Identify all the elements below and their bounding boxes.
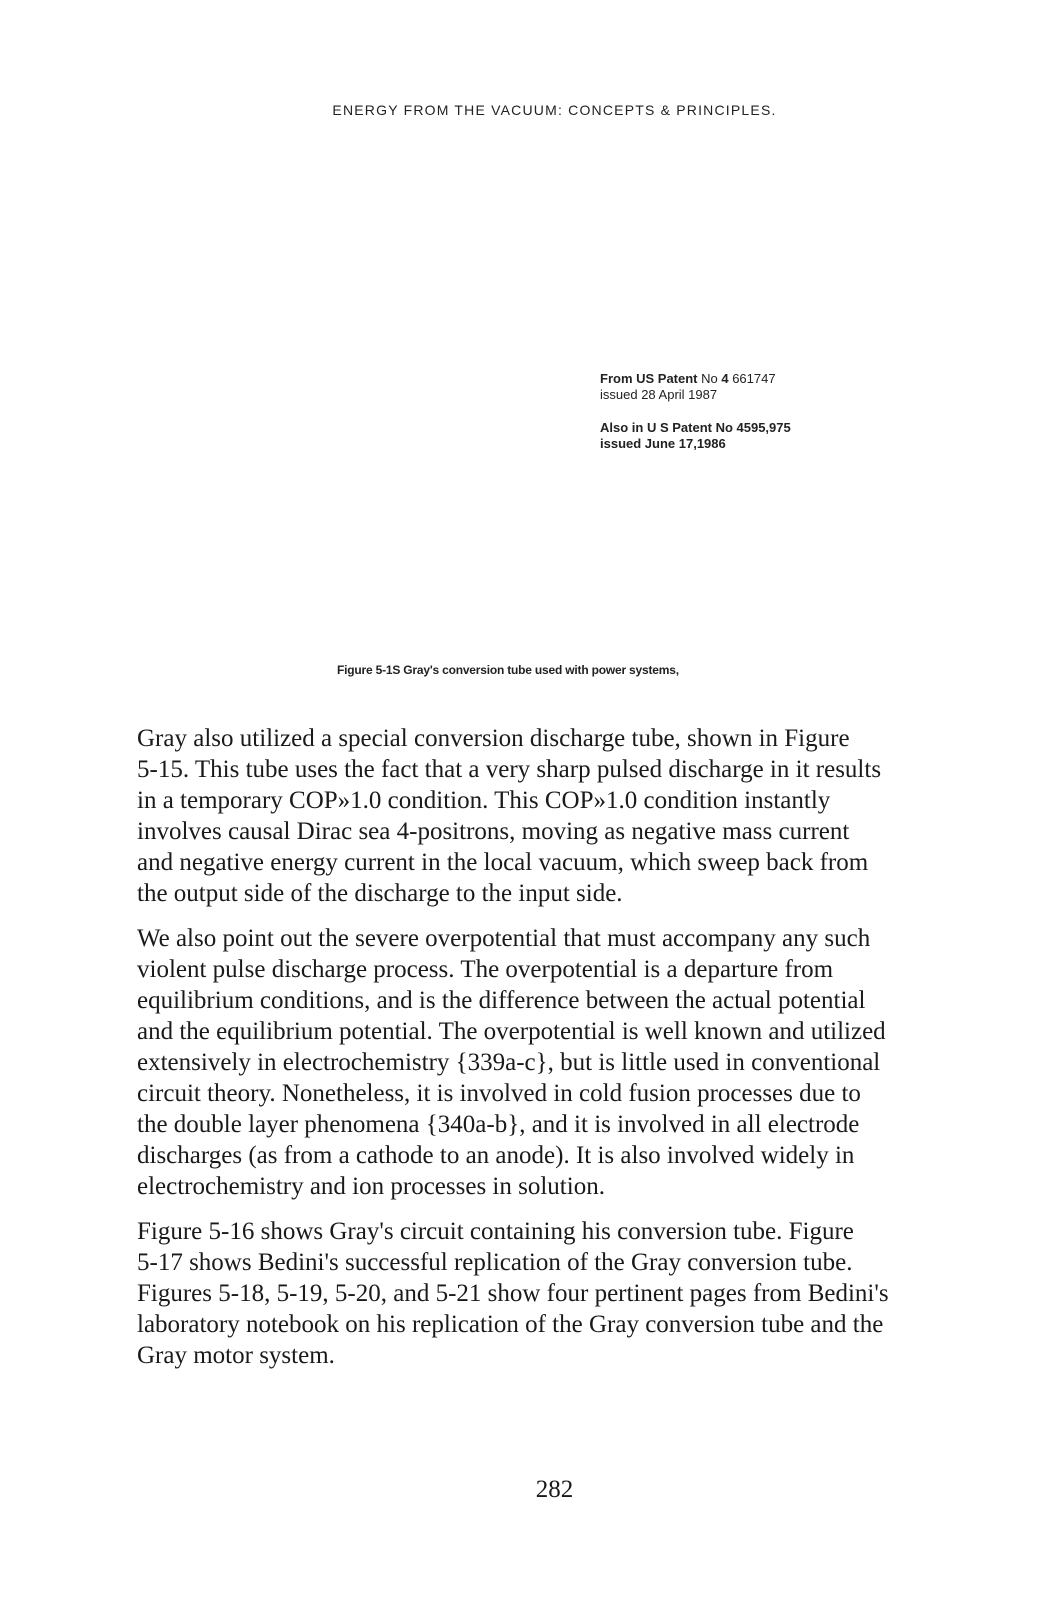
text-line: and negative energy current in the local vacuum, which sweep back from [137, 849, 869, 876]
text-line: 5-17 shows Bedini's successful replication of the Gray conversion tube. [137, 1249, 853, 1276]
text-line: We also point out the severe overpotential that must accompany any such [137, 925, 871, 952]
text-line: Figure 5-16 shows Gray's circuit containing his conversion tube. Figure [137, 1218, 854, 1245]
paragraph-2 [137, 923, 977, 1202]
patent-line-4-bold: issued June 17,1986 [600, 436, 726, 451]
text-line: extensively in electrochemistry {339a-c}, but is little used in conventional [137, 1049, 881, 1076]
patent-line-1-bold: From US Patent [600, 371, 698, 386]
patent-line-3-bold: Also in U S Patent No 4595,975 [600, 420, 791, 435]
text-line: Gray motor system. [137, 1342, 335, 1369]
text-line: violent pulse discharge process. The overpotential is a departure from [137, 956, 834, 983]
patent-line-3 [600, 420, 880, 436]
paragraph-3 [137, 1216, 977, 1371]
running-header: ENERGY FROM THE VACUUM: CONCEPTS & PRINCIPLES. [332, 102, 777, 118]
text-line: and the equilibrium potential. The overpotential is well known and utilized [137, 1018, 886, 1045]
patent-line-4 [600, 436, 880, 452]
text-line: the output side of the discharge to the input side. [137, 880, 623, 907]
text-line: electrochemistry and ion processes in solution. [137, 1173, 605, 1200]
text-line: 5-15. This tube uses the fact that a very sharp pulsed discharge in it results [137, 756, 882, 783]
paragraph-1 [137, 723, 977, 909]
patent-line-2: issued 28 April 1987 [600, 387, 718, 402]
patent-line-1-num: 661747 [728, 371, 776, 386]
text-line: laboratory notebook on his replication of the Gray conversion tube and the [137, 1311, 884, 1338]
body-text [137, 723, 977, 1385]
patent-line-1-num-bold: 4 [721, 371, 729, 386]
patent-line-1 [600, 371, 880, 387]
patent-line-1-no: No [697, 371, 722, 386]
text-line: circuit theory. Nonetheless, it is involved in cold fusion processes due to [137, 1080, 861, 1107]
text-line: equilibrium conditions, and is the difference between the actual potential [137, 987, 866, 1014]
text-line: discharges (as from a cathode to an anode). It is also involved widely in [137, 1142, 855, 1169]
text-line: in a temporary COP»1.0 condition. This COP»1.0 condition instantly [137, 787, 831, 814]
text-line: the double layer phenomena {340a-b}, and it is involved in all electrode [137, 1111, 860, 1138]
page-number: 282 [535, 1476, 574, 1503]
patent-citation-note [600, 371, 880, 452]
text-line: Figures 5-18, 5-19, 5-20, and 5-21 show four pertinent pages from Bedini's [137, 1280, 889, 1307]
text-line: Gray also utilized a special conversion discharge tube, shown in Figure [137, 725, 850, 752]
text-line: involves causal Dirac sea 4-positrons, moving as negative mass current [137, 818, 850, 845]
figure-caption: Figure 5-1S Gray's conversion tube used with power systems, [337, 663, 679, 677]
